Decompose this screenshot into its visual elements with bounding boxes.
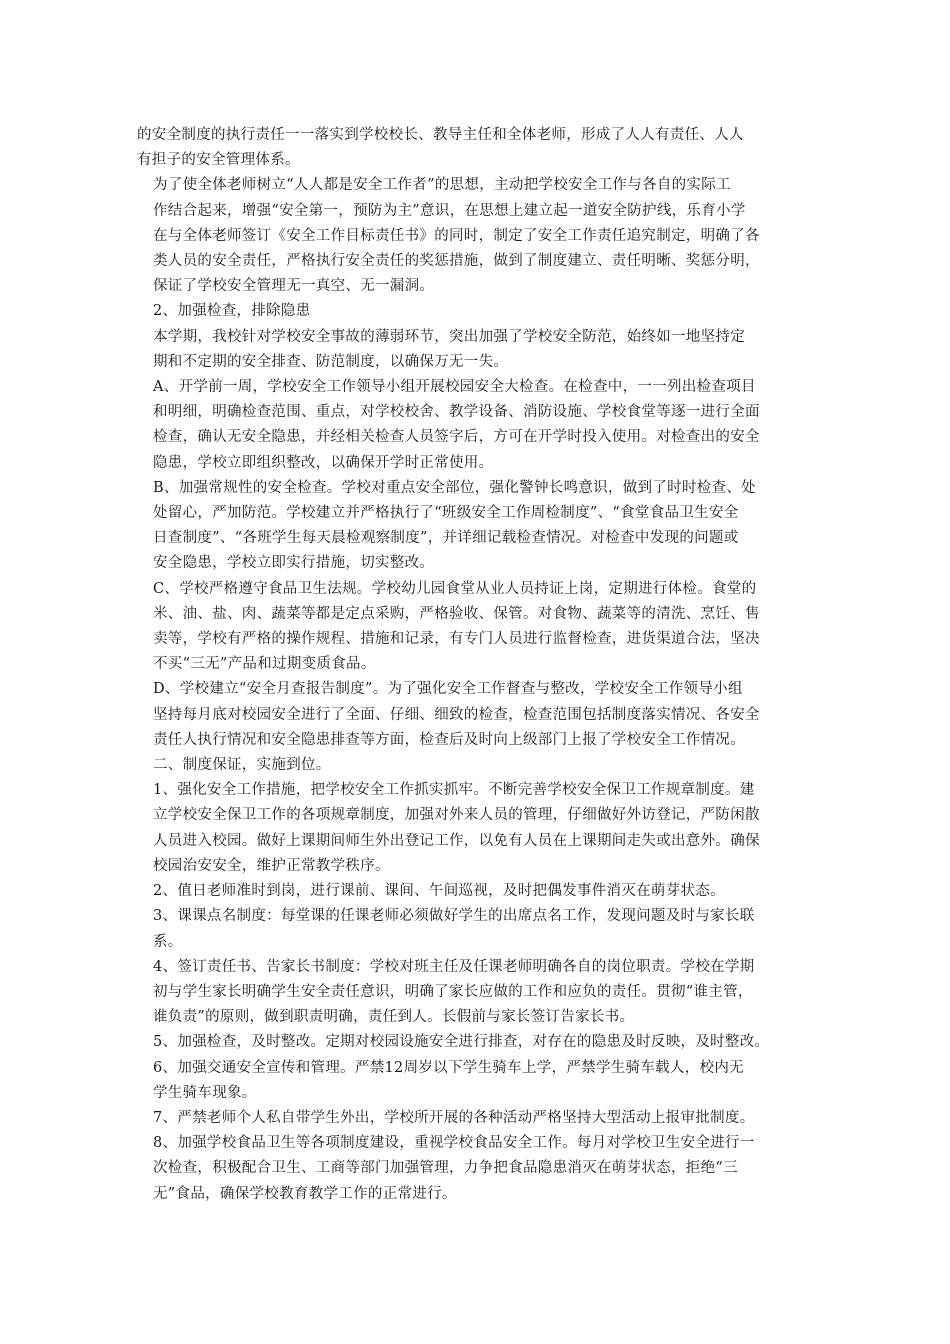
text-line: 立学校安全保卫工作的各项规章制度，加强对外来人员的管理，仔细做好外访登记，严防闲散 <box>153 807 760 824</box>
paragraph <box>137 879 827 904</box>
text-line: 7、严禁老师个人私自带学生外出，学校所开展的各种活动严格坚持大型活动上报审批制度。 <box>153 1109 755 1126</box>
paragraph <box>137 173 827 299</box>
text-line: 5、加强检查，及时整改。定期对校园设施安全进行排查，对存在的隐患及时反映，及时整改。 <box>153 1034 770 1051</box>
paragraph <box>137 1056 827 1106</box>
text-line: 本学期，我校针对学校安全事故的薄弱环节，突出加强了学校安全防范，始终如一地坚持定 <box>153 328 745 345</box>
text-line: 期和不定期的安全排查、防范制度，以确保万无一失。 <box>153 353 509 370</box>
text-line: 1、强化安全工作措施，把学校安全工作抓实抓牢。不断完善学校安全保卫工作规章制度。建 <box>153 782 755 799</box>
text-line: 检查，确认无安全隐患，并经相关检查人员签字后，方可在开学时投入使用。对检查出的安全 <box>153 429 760 446</box>
text-line: 类人员的安全责任，严格执行安全责任的奖惩措施，做到了制度建立、责任明晰、奖惩分明， <box>153 253 760 270</box>
text-line: 责任人执行情况和安全隐患排查等方面，检查后及时向上级部门上报了学校安全工作情况。 <box>153 731 745 748</box>
text-line: 次检查，积极配合卫生、工商等部门加强管理，力争把食品隐患消灭在萌芽状态，拒绝“三 <box>153 1160 738 1177</box>
text-line: 2、加强检查，排除隐患 <box>153 303 311 320</box>
paragraph <box>137 753 827 778</box>
paragraph <box>137 955 827 1031</box>
paragraph <box>137 778 827 879</box>
text-line: 处留心，严加防范。学校建立并严格执行了“班级安全工作周检制度”、“食堂食品卫生安全 <box>153 505 739 522</box>
document-body <box>137 123 827 1207</box>
text-line: 初与学生家长明确学生安全责任意识，明确了家长应做的工作和应负的责任。贯彻“谁主管， <box>153 983 753 1000</box>
text-line: 和明细，明确检查范围、重点，对学校校舍、教学设备、消防设施、学校食堂等逐一进行全面 <box>153 404 760 421</box>
text-line: 的安全制度的执行责任一一落实到学校校长、教导主任和全体老师，形成了人人有责任、人人 <box>137 127 744 143</box>
paragraph <box>137 1030 827 1055</box>
text-line: 隐患，学校立即组织整改，以确保开学时正常使用。 <box>153 454 494 471</box>
text-line: 4、签订责任书、告家长书制度：学校对班主任及任课老师明确各自的岗位职责。学校在学期 <box>153 958 755 975</box>
text-line: 谁负责”的原则，做到职责明确，责任到人。长假前与家长签订告家长书。 <box>153 1009 635 1026</box>
text-line: D、学校建立“安全月查报告制度”。为了强化安全工作督查与整改，学校安全工作领导小组 <box>153 681 743 698</box>
paragraph <box>137 1106 827 1131</box>
paragraph <box>137 577 827 678</box>
text-line: 无”食品，确保学校教育教学工作的正常进行。 <box>153 1185 457 1202</box>
text-line: 人员进入校园。做好上课期间师生外出登记工作，以免有人员在上课期间走失或出意外。确保 <box>153 832 760 849</box>
text-line: 安全隐患，学校立即实行措施，切实整改。 <box>153 555 435 572</box>
text-line: 米、油、盐、肉、蔬菜等都是定点采购，严格验收、保管。对食物、蔬菜等的清洗、烹饪、售 <box>153 605 760 622</box>
paragraph <box>137 904 827 954</box>
text-line: 卖等，学校有严格的操作规程、措施和记录，有专门人员进行监督检查，进货渠道合法，坚决 <box>153 631 760 648</box>
text-line: 在与全体老师签订《安全工作目标责任书》的同时，制定了安全工作责任追究制定，明确了各 <box>153 227 760 244</box>
text-line: 不买“三无”产品和过期变质食品。 <box>153 656 376 673</box>
text-line: 二、制度保证，实施到位。 <box>153 757 331 774</box>
text-line: 有担子的安全管理体系。 <box>137 152 300 169</box>
paragraph <box>137 325 827 375</box>
text-line: 坚持每月底对校园安全进行了全面、仔细、细致的检查，检查范围包括制度落实情况、各安全 <box>153 706 760 723</box>
text-line: 系。 <box>153 933 183 950</box>
paragraph <box>137 375 827 476</box>
text-line: 为了使全体老师树立“人人都是安全工作者”的思想，主动把学校安全工作与各自的实际工 <box>153 177 731 194</box>
text-line: 校园治安安全，维护正常教学秩序。 <box>153 857 390 874</box>
paragraph <box>137 123 827 173</box>
text-line: 8、加强学校食品卫生等各项制度建设，重视学校食品安全工作。每月对学校卫生安全进行一 <box>153 1135 755 1152</box>
text-line: 保证了学校安全管理无一真空、无一漏洞。 <box>153 278 435 295</box>
text-line: 3、课课点名制度：每堂课的任课老师必须做好学生的出席点名工作，发现问题及时与家长联 <box>153 908 755 925</box>
text-line: 日查制度”、“各班学生每天晨检观察制度”，并详细记载检查情况。对检查中发现的问题或 <box>153 530 739 547</box>
paragraph <box>137 476 827 577</box>
text-line: 2、值日老师准时到岗，进行课前、课间、午间巡视，及时把偶发事件消灭在萌芽状态。 <box>153 883 725 900</box>
text-line: A、开学前一周，学校安全工作领导小组开展校园安全大检查。在检查中，一一列出检查项目 <box>153 379 756 396</box>
paragraph <box>137 299 827 324</box>
text-line: 6、加强交通安全宣传和管理。严禁12周岁以下学生骑车上学，严禁学生骑车载人，校内无 <box>153 1059 744 1076</box>
text-line: 学生骑车现象。 <box>153 1084 257 1101</box>
paragraph <box>137 677 827 753</box>
paragraph <box>137 1131 827 1207</box>
text-line: B、加强常规性的安全检查。学校对重点安全部位，强化警钟长鸣意识，做到了时时检查、处 <box>153 479 756 496</box>
text-line: 作结合起来，增强“安全第一，预防为主”意识，在思想上建立起一道安全防护线，乐育小学 <box>153 202 746 219</box>
text-line: C、学校严格遵守食品卫生法规。学校幼儿园食堂从业人员持证上岗，定期进行体检。食堂的 <box>153 580 757 597</box>
